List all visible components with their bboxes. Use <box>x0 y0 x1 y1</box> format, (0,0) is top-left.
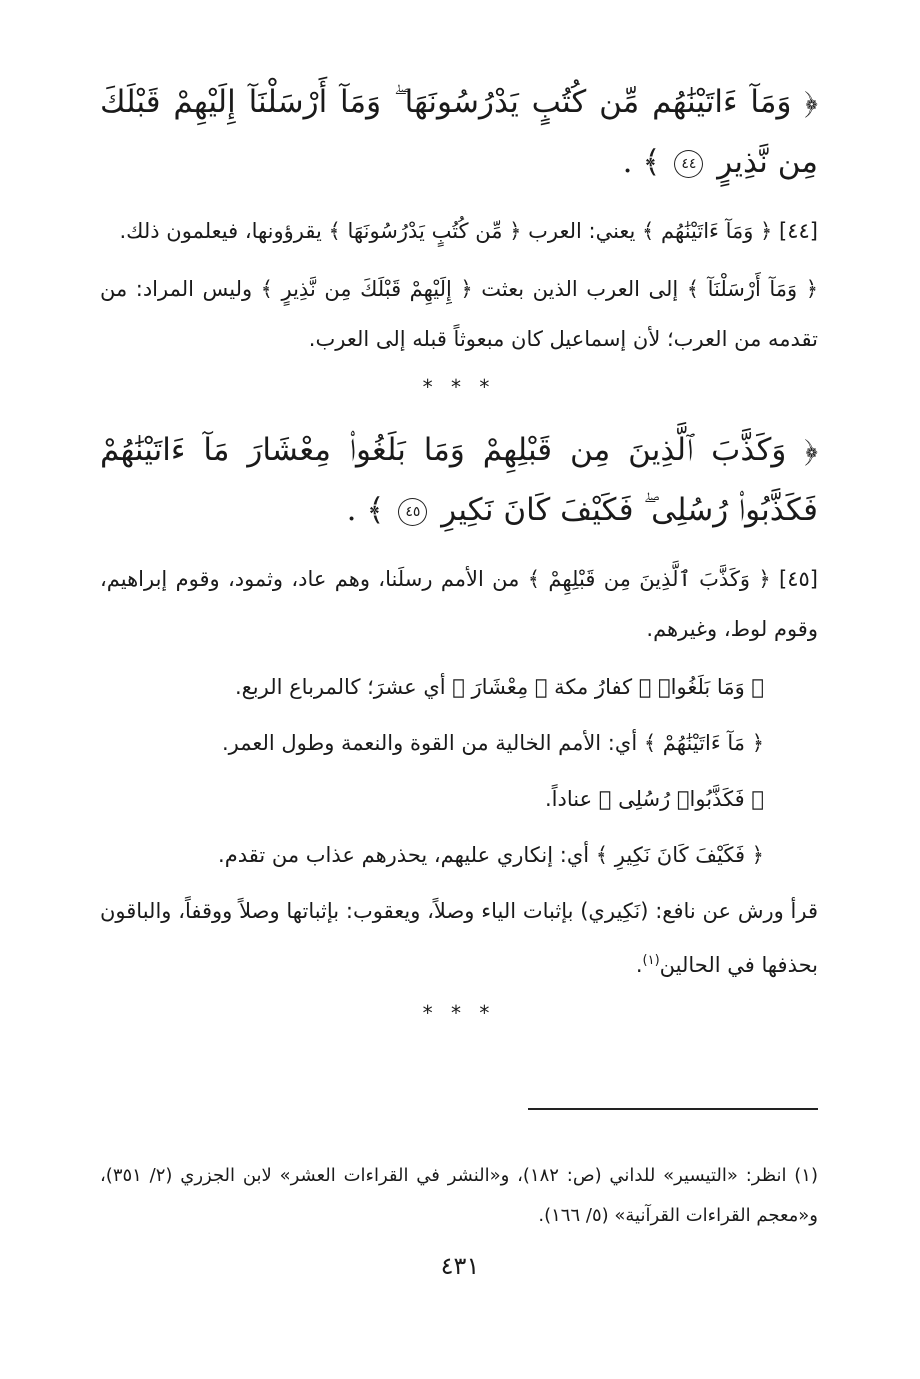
quran-verse-44 <box>100 72 818 192</box>
ayah-number-marker: ٤٤ <box>674 150 703 178</box>
tafsir-subpoint: ﴿ فَكَذَّبُوا۟ رُسُلِى ﴾ عناداً. <box>544 787 764 811</box>
section-separator: * * * <box>422 1001 496 1025</box>
reading-variants-paragraph <box>100 886 818 990</box>
footnote: (١) انظر: «التيسير» للداني (ص: ١٨٢)، و«النشر في القراءات العشر» لابن الجزري (٢/ ٣٥١)، و«معجم القراءات القرآنية» (٥/ ١٦٦). <box>100 1165 818 1226</box>
reading-end: . <box>635 953 643 977</box>
tafsir-paragraph: ﴿ وَمَآ أَرْسَلْنَآ ﴾ إلى العرب الذين بعثت ﴿ إِلَيْهِمْ قَبْلَكَ مِن نَّذِيرٍ ﴾ وليس المراد: من تقدمه من العرب؛ لأن إسماعيل كان مبعوثاً قبله إلى العرب. <box>100 277 818 351</box>
tafsir-paragraph: [٤٤] ﴿ وَمَآ ءَاتَيْنَٰهُم ﴾ يعني: العرب ﴿ مِّن كُتُبٍ يَدْرُسُونَهَا ﴾ يقرؤونها، فيعلمون ذلك. <box>119 219 818 243</box>
footnote-reference[interactable]: (١) <box>642 953 660 968</box>
section-separator: * * * <box>422 375 496 399</box>
page-body <box>100 72 818 1046</box>
tafsir-subpoint: ﴿ فَكَيْفَ كَانَ نَكِيرِ ﴾ أي: إنكاري عليهم، يحذرهم عذاب من تقدم. <box>218 843 764 867</box>
quran-verse-45 <box>100 420 818 540</box>
verse-end: ﴾ . <box>622 144 661 180</box>
footnote-divider <box>528 1108 818 1110</box>
verse-text: ﴿ وَكَذَّبَ ٱلَّذِينَ مِن قَبْلِهِمْ وَمَا بَلَغُوا۟ مِعْشَارَ مَآ ءَاتَيْنَٰهُمْ فَكَذَّبُوا۟ رُسُلِى ۖ فَكَيْفَ كَانَ نَكِيرِ <box>100 432 818 528</box>
verse-end: ﴾ . <box>346 492 385 528</box>
ayah-number-marker: ٤٥ <box>398 498 427 526</box>
tafsir-subpoint: ﴿ وَمَا بَلَغُوا۟ ﴾ كفارُ مكة ﴿ مِعْشَارَ ﴾ أي عشرَ؛ كالمرباع الربع. <box>234 675 764 699</box>
verse-text: ﴿ وَمَآ ءَاتَيْنَٰهُم مِّن كُتُبٍ يَدْرُسُونَهَا ۖ وَمَآ أَرْسَلْنَآ إِلَيْهِمْ قَبْلَكَ مِن نَّذِيرٍ <box>100 84 818 180</box>
tafsir-subpoint: ﴿ مَآ ءَاتَيْنَٰهُمْ ﴾ أي: الأمم الخالية من القوة والنعمة وطول العمر. <box>221 731 764 755</box>
reading-text: قرأ ورش عن نافع: (نَكِيري) بإثبات الياء وصلاً، ويعقوب: بإثباتها وصلاً ووقفاً، والباقون بحذفها في الحالين <box>100 899 818 977</box>
page-number: ٤٣١ <box>440 1252 480 1280</box>
tafsir-paragraph: [٤٥] ﴿ وَكَذَّبَ ٱلَّذِينَ مِن قَبْلِهِمْ ﴾ من الأمم رسلَنا، وهم عاد، وثمود، وقوم إبراهيم، وقوم لوط، وغيرهم. <box>100 567 818 641</box>
